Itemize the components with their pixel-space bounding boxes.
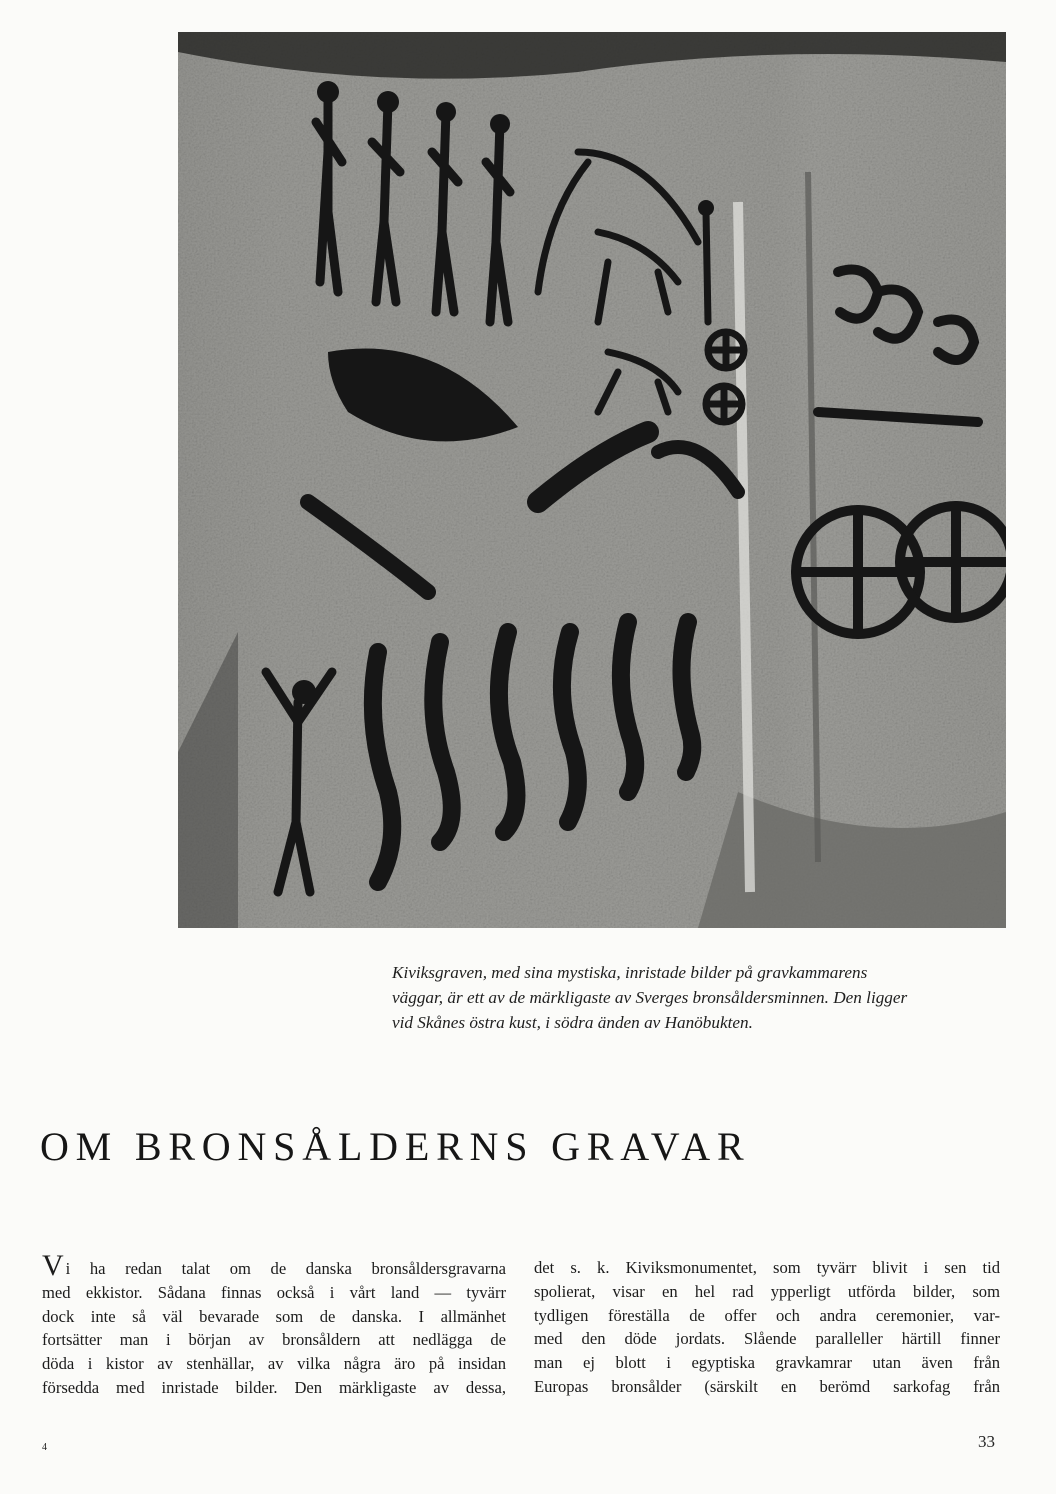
- body-line: tydligen föreställa de offer och andra ceremonier, var-: [534, 1305, 1000, 1325]
- body-line: med ekkistor. Sådana finnas också i vårt land — tyvärr: [42, 1282, 506, 1302]
- body-line: det s. k. Kiviksmonumentet, som tyvärr blivit i sen tid: [534, 1258, 1000, 1277]
- dropcap-letter: V: [42, 1249, 64, 1282]
- body-line: döda i kistor av stenhällar, av vilka några äro på insidan: [42, 1354, 506, 1374]
- photo-caption: [392, 960, 987, 1035]
- rock-carving-photo: [178, 32, 1006, 928]
- body-line: Europas bronsålder (särskilt en berömd sarkofag från: [534, 1376, 1000, 1396]
- caption-line: vid Skånes östra kust, i södra änden av Hanöbukten.: [392, 1013, 753, 1032]
- signature-mark: 4: [42, 1442, 47, 1453]
- article-heading: OM BRONSÅLDERNS GRAVAR: [40, 1124, 751, 1169]
- body-line: med den döde jordats. Slående paralleller härtill finner: [534, 1329, 1000, 1349]
- body-column-left: [42, 1249, 506, 1400]
- body-line: man ej blott i egyptiska gravkamrar utan även från: [534, 1353, 1000, 1373]
- body-line: fortsätter man i början av bronsåldern att nedlägga de: [42, 1330, 506, 1350]
- caption-line: Kiviksgraven, med sina mystiska, inristade bilder på gravkammarens: [392, 963, 868, 982]
- caption-line: väggar, är ett av de märkligaste av Sverges bronsåldersminnen. Den ligger: [392, 988, 908, 1007]
- body-first-line: [42, 1249, 506, 1282]
- body-line: försedda med inristade bilder. Den märkligaste av dessa,: [42, 1377, 506, 1397]
- body-line: spolierat, visar en hel rad ypperligt utförda bilder, som: [534, 1281, 1000, 1301]
- body-line: dock inte så väl bevarade som de danska. I allmänhet: [42, 1306, 506, 1326]
- first-line-text: i ha redan talat om de danska bronsåldersgravarna: [65, 1259, 506, 1278]
- page-number: 33: [978, 1432, 995, 1451]
- body-column-right: [534, 1256, 1000, 1399]
